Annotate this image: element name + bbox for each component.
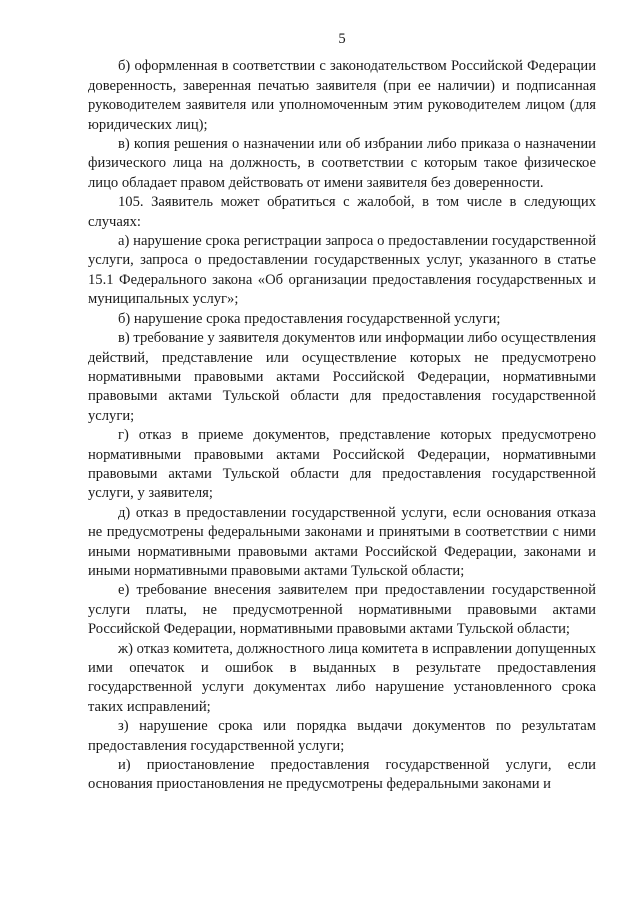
paragraph-b-power-of-attorney: б) оформленная в соответствии с законодательством Российской Федерации доверенность, заверенная печатью заявителя (при ее наличии) и подписанная руководителем заявителя или уполномоченным этим руководителем лицом (для юридических лиц); — [88, 58, 596, 133]
paragraph-b-service-deadline: б) нарушение срока предоставления государственной услуги; — [118, 310, 501, 327]
paragraph-i-suspension: и) приостановление предоставления государственной услуги, если основания приостановления не предусмотрены федеральными законами и — [88, 757, 596, 793]
paragraph-a-registration-deadline: а) нарушение срока регистрации запроса о предоставлении государственной услуги, запроса о предоставлении государственных услуг, указанного в статье 15.1 Федерального закона «Об организации предоставления государственных и муниципальных услуг»; — [88, 233, 596, 308]
document-page — [88, 30, 596, 795]
page-number: 5 — [338, 31, 346, 47]
paragraph-105-complaint-cases: 105. Заявитель может обратиться с жалобой, в том числе в следующих случаях: — [88, 194, 596, 230]
paragraph-d-service-refusal: д) отказ в предоставлении государственной услуги, если основания отказа не предусмотрены федеральными законами и принятыми в соответствии с ними иными нормативными правовыми актами Российской Федерации, законами и иными нормативными правовыми актами Тульской области; — [88, 504, 596, 579]
paragraph-e-fee-requirement: е) требование внесения заявителем при предоставлении государственной услуги платы, не предусмотренной нормативными правовыми актами Российской Федерации, нормативными правовыми актами Тульской области; — [88, 582, 596, 638]
paragraph-v-document-requirement: в) требование у заявителя документов или информации либо осуществления действий, представление или осуществление которых не предусмотрено нормативными правовыми актами Российской Федерации, нормативными правовыми актами Тульской области для предоставления государственной услуги; — [88, 330, 596, 424]
paragraph-z-issuance-deadline: з) нарушение срока или порядка выдачи документов по результатам предоставления государственной услуги; — [88, 718, 596, 754]
paragraph-v-appointment-copy: в) копия решения о назначении или об избрании либо приказа о назначении физического лица на должность, в соответствии с которым такое физическое лицо обладает правом действовать от имени заявителя без доверенности. — [88, 136, 596, 191]
paragraph-g-document-refusal: г) отказ в приеме документов, представление которых предусмотрено нормативными правовыми актами Российской Федерации, нормативными правовыми актами Тульской области для предоставления государственной услуги, у заявителя; — [88, 427, 596, 502]
paragraph-zh-correction-refusal: ж) отказ комитета, должностного лица комитета в исправлении допущенных ими опечаток и ошибок в выданных в результате предоставления государственной услуги документах либо нарушение установленного срока таких исправлений; — [88, 640, 596, 715]
